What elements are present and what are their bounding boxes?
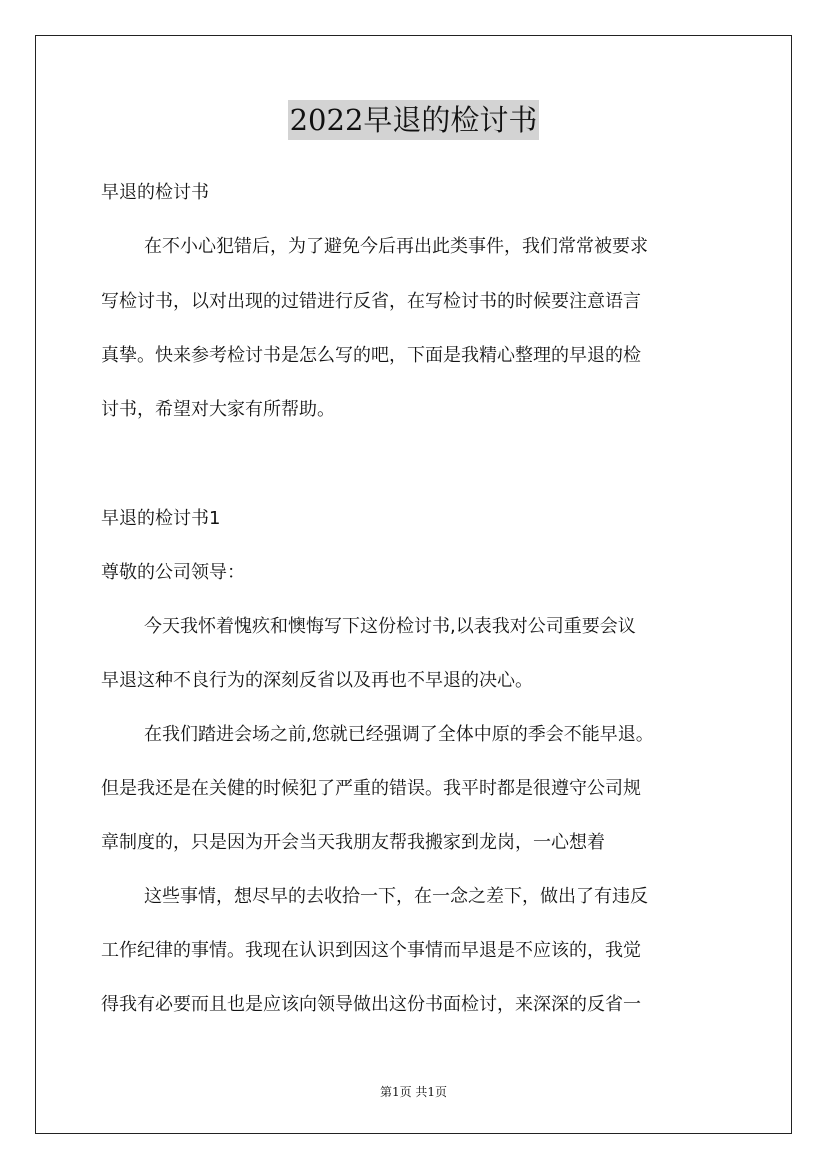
paragraph-line: 在不小心犯错后，为了避免今后再出此类事件，我们常常被要求 [144,236,648,257]
paragraph-line: 早退这种不良行为的深刻反省以及再也不早退的决心。 [101,670,533,691]
paragraph-line: 讨书，希望对大家有所帮助。 [101,399,335,420]
document-title: 2022早退的检讨书 [288,100,540,140]
paragraph-line: 在我们踏进会场之前,您就已经强调了全体中原的季会不能早退。 [144,724,654,745]
paragraph-line: 这些事情，想尽早的去收拾一下，在一念之差下，做出了有违反 [144,886,648,907]
paragraph-line: 今天我怀着愧疚和懊悔写下这份检讨书,以表我对公司重要会议 [144,616,636,637]
title-container [0,100,827,140]
paragraph-line: 但是我还是在关健的时候犯了严重的错误。我平时都是很遵守公司规 [101,778,641,799]
paragraph-line: 写检讨书，以对出现的过错进行反省，在写检讨书的时候要注意语言 [101,291,641,312]
paragraph-line: 章制度的，只是因为开会当天我朋友帮我搬家到龙岗，一心想着 [101,832,605,853]
section-heading-1: 早退的检讨书1 [101,508,221,529]
salutation: 尊敬的公司领导： [101,562,245,583]
paragraph-line: 真挚。快来参考检讨书是怎么写的吧，下面是我精心整理的早退的检 [101,345,641,366]
section-heading-intro: 早退的检讨书 [101,182,209,203]
paragraph-line: 得我有必要而且也是应该向领导做出这份书面检讨，来深深的反省一 [101,994,641,1015]
page-footer: 第1页 共1页 [379,1085,448,1099]
paragraph-line: 工作纪律的事情。我现在认识到因这个事情而早退是不应该的，我觉 [101,940,641,961]
